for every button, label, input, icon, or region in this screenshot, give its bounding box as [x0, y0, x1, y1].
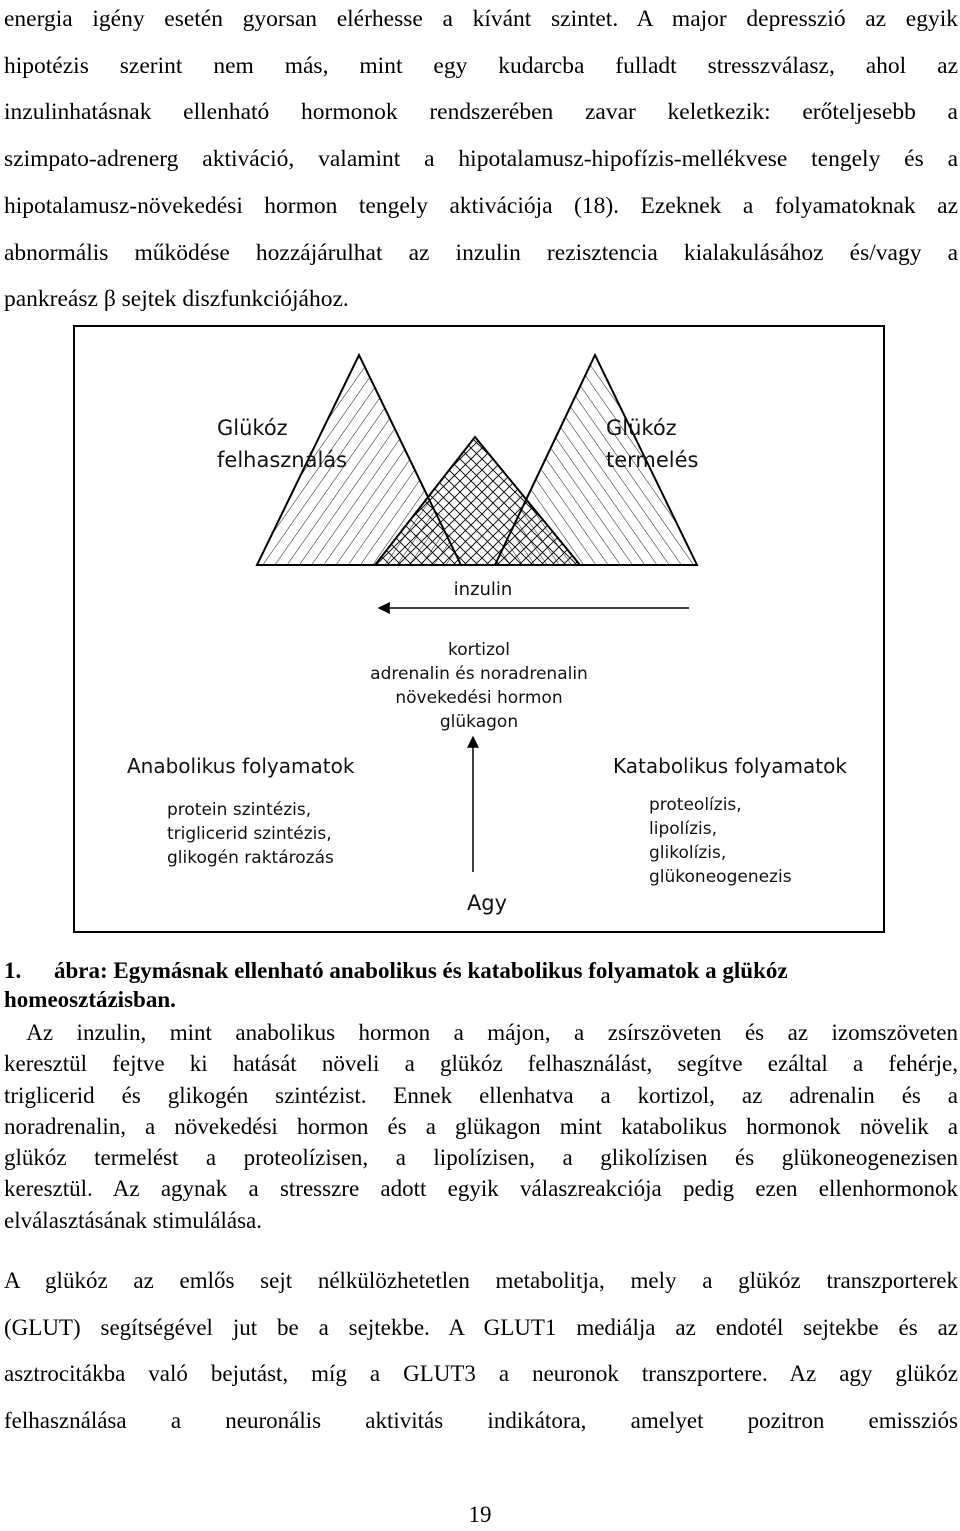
caption-line1: ábra: Egymásnak ellenható anabolikus és katabolikus folyamatok a glükóz: [54, 958, 788, 983]
text-line: szimpato-adrenerg aktiváció, valamint a hipotalamusz-hipofízis-mellékvese tengely és a: [4, 146, 958, 173]
paragraph-insulin: [4, 1017, 958, 1236]
text-line: Az inzulin, mint anabolikus hormon a májon, a zsírszöveten és az izomszöveten: [4, 1020, 958, 1045]
catabolic-item: lipolízis,: [649, 819, 717, 839]
caption-number: 1.: [4, 958, 22, 983]
text-line: hipotalamusz-növekedési hormon tengely aktivációja (18). Ezeknek a folyamatoknak az: [4, 192, 958, 219]
text-line: A glükóz az emlős sejt nélkülözhetetlen metabolitja, mely a glükóz transzporterek: [4, 1268, 958, 1293]
text-line: glükóz termelést a proteolízisen, a lipolízisen, a glikolízisen és glükoneogenezisen: [4, 1145, 958, 1171]
text-line: (GLUT) segítségével jut be a sejtekbe. A GLUT1 mediálja az endotél sejtekbe és az: [4, 1314, 958, 1340]
left-title-line2: felhasználás: [217, 448, 348, 472]
text-line: keresztül. Az agynak a stresszre adott egyik válaszreakciója pedig ezen ellenhormonok: [4, 1176, 958, 1202]
paragraph-glut: [4, 1258, 958, 1445]
insulin-label: inzulin: [453, 579, 513, 600]
catabolic-item: glükoneogenezis: [649, 867, 792, 887]
text-line: keresztül fejtve ki hatását növeli a glükóz felhasználást, segítve ezáltal a fehérje,: [4, 1051, 958, 1077]
hormone-growth: növekedési hormon: [395, 688, 563, 708]
hormone-kortizol: kortizol: [447, 640, 511, 660]
right-title-line2: termelés: [606, 448, 699, 472]
paragraph-intro: [4, 0, 958, 323]
text-line: abnormális működése hozzájárulhat az inzulin rezisztencia kialakulásához és/vagy a: [4, 239, 958, 266]
anabolic-title: Anabolikus folyamatok: [127, 754, 355, 778]
text-line: energia igény esetén gyorsan elérhesse a kívánt szintet. A major depresszió az egyik: [4, 6, 958, 32]
text-line: triglicerid és glikogén szintézist. Ennek ellenhatva a kortizol, az adrenalin és a: [4, 1082, 958, 1108]
catabolic-item: proteolízis,: [649, 795, 742, 815]
catabolic-item: glikolízis,: [649, 843, 727, 863]
figure-caption: [4, 956, 944, 1014]
anabolic-item: protein szintézis,: [167, 800, 312, 820]
page-number: 19: [468, 1502, 492, 1527]
caption-line2: homeosztázisban.: [4, 987, 176, 1012]
diagram: [75, 327, 883, 931]
text-line: hipotézis szerint nem más, mint egy kudarcba fulladt stresszválasz, ahol az: [4, 52, 958, 79]
text-line: pankreász β sejtek diszfunkciójához.: [4, 286, 349, 313]
anabolic-item: triglicerid szintézis,: [167, 824, 332, 844]
anabolic-item: glikogén raktározás: [167, 848, 334, 868]
text-line: noradrenalin, a növekedési hormon és a glükagon mint katabolikus hormonok növelik a: [4, 1113, 958, 1139]
text-line: felhasználása a neuronális aktivitás indikátora, amelyet pozitron emissziós: [4, 1408, 958, 1434]
left-title-line1: Glükóz: [217, 416, 288, 440]
text-line: inzulinhatásnak ellenható hormonok rendszerében zavar keletkezik: erőteljesebb a: [4, 99, 958, 126]
figure-glucose-homeostasis: [73, 325, 885, 933]
text-line: elválasztásának stimulálása.: [4, 1207, 263, 1233]
hormone-glucagon: glükagon: [439, 712, 519, 732]
brain-label: Agy: [466, 891, 508, 915]
hormone-adrenalin: adrenalin és noradrenalin: [370, 664, 588, 684]
text-line: asztrocitákba való bejutást, míg a GLUT3 a neuronok transzportere. Az agy glükóz: [4, 1361, 958, 1387]
catabolic-title: Katabolikus folyamatok: [613, 754, 847, 778]
right-title-line1: Glükóz: [606, 416, 677, 440]
